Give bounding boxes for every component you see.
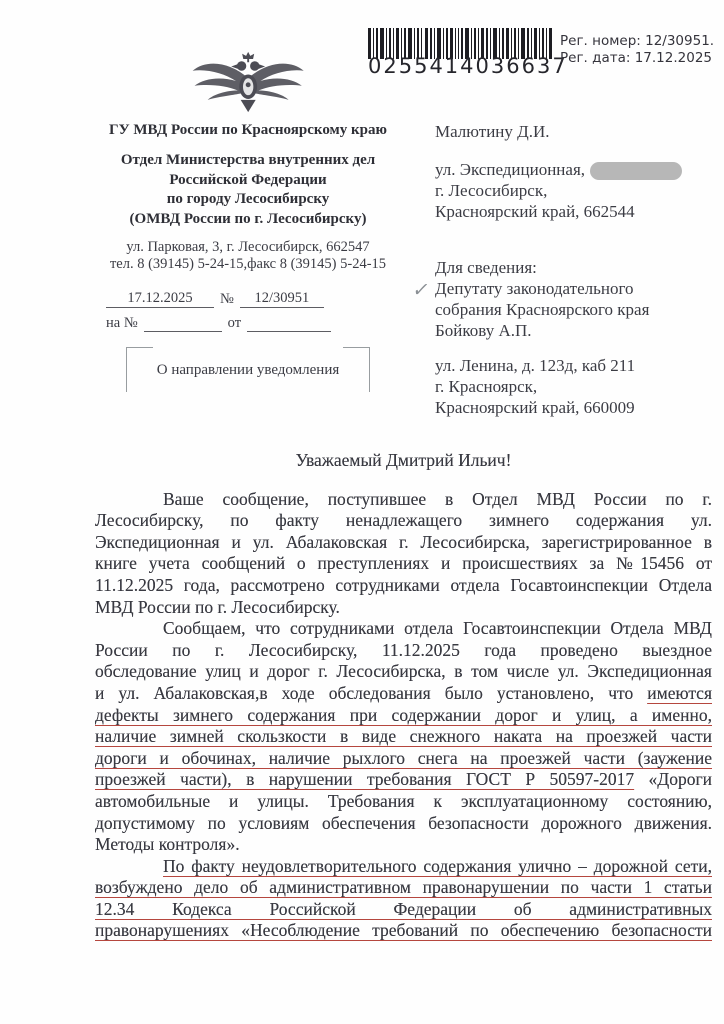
body-line [95,856,712,878]
body-line [95,683,712,705]
body-line [95,813,712,835]
fyi-recipient-line: Депутату законодательного [435,279,634,299]
body-line [95,726,712,748]
letter-subject: О направлении уведомления [156,362,340,378]
body-paragraphs [95,489,712,942]
fyi-address-line: ул. Ленина, д. 123д, каб 211 [435,356,636,376]
letterhead [98,50,398,399]
body-line [95,661,712,683]
org-phone-fax: тел. 8 (39145) 5-24-15,факс 8 (39145) 5-24-15 [109,256,387,272]
body-text: России по г. Лесосибирску, 11.12.2025 года проведено выездное [95,639,712,660]
reply-from-label: от [227,315,242,331]
body-text: и ул. Абалаковская,в ходе обследования было установлено, что [95,682,648,703]
recipient-block [410,121,720,418]
body-text: обследование улиц и дорог г. Лесосибирска, в том числе ул. Экспедиционная [95,661,712,682]
body-line [95,791,712,813]
recipient-address-line: ул. Экспедиционная, [435,159,720,180]
letter-body [95,450,712,942]
body-text: допустимому по условиям обеспечения безопасности дорожного движения. [95,812,712,833]
number-sign-label: № [220,291,234,307]
body-text: Методы контроля». [95,834,240,855]
document-number-field: 12/30951 [240,290,324,308]
red-underlined-text: дефекты зимнего содержания при содержании дорог и улиц, а именно, [95,704,712,725]
org-name-line: (ОМВД России по г. Лесосибирску) [129,210,367,227]
body-line [95,553,712,575]
body-line [95,618,712,640]
red-underlined-text: дороги и обочинах, наличие рыхлого снега на проезжей части (заужение [95,747,712,768]
body-text: Ваше сообщение, поступившее в Отдел МВД России по г. [163,488,712,509]
reply-from-date-field [247,331,331,332]
body-line [95,705,712,727]
mvd-eagle-emblem-icon [187,50,309,114]
body-line [95,769,712,791]
document-date-field: 17.12.2025 [106,290,214,308]
body-text: «Дороги [634,769,712,790]
redacted-house-number [590,162,682,180]
salutation: Уважаемый Дмитрий Ильич! [295,450,512,470]
body-line [95,510,712,532]
body-text: Экспедиционная и ул. Абалаковская г. Лесосибирска, зарегистрированное в [95,531,712,552]
body-line [95,532,712,554]
body-line [95,899,712,921]
org-name-line: Российской Федерации [169,171,327,188]
recipient-address-line: Красноярский край, 662544 [435,202,635,222]
handwritten-check-icon: ✓ [410,279,432,302]
body-line [95,748,712,770]
red-underlined-text: наличие зимней скользкости в виде снежного наката на проезжей части [95,726,712,747]
body-text: МВД России по г. Лесосибирску. [95,596,340,617]
recipient-address-line: г. Лесосибирск, [435,181,548,201]
body-text: Лесосибирску, по факту ненадлежащего зимнего содержания ул. [95,510,712,531]
recipient-name: Малютину Д.И. [435,122,550,141]
paragraph [95,856,712,942]
red-underlined-text: проезжей части), в нарушении требования ГОСТ Р 50597-2017 [95,769,635,790]
org-name-line: Отдел Министерства внутренних дел [120,152,376,168]
body-text: книге учета сообщений о преступлениях и происшествиях за №15456 от [95,553,712,574]
reg-number: Рег. номер: 12/30951. [560,33,715,49]
body-text: 11.12.2025 года, рассмотрено сотрудниками отдела Госавтоинспекции Отдела [95,574,712,595]
fyi-recipient-line: собрания Красноярского края [435,300,650,320]
reply-to-number-label: на № [106,315,138,331]
reg-date: Рег. дата: 17.12.2025 [560,50,713,66]
body-line [95,489,712,511]
paragraph [95,489,712,619]
fyi-address-line: Красноярский край, 660009 [435,398,635,418]
body-line [95,575,712,597]
barcode-digits: 0255414036637 [368,54,568,78]
parent-org-name: ГУ МВД России по Красноярскому краю [109,122,387,138]
for-information-block [410,257,720,341]
body-text: Сообщаем, что сотрудниками отдела Госавтоинспекции Отдела МВД [163,618,712,639]
body-line [95,877,712,899]
org-name-line: по городу Лесосибирску [166,191,330,207]
body-line [95,640,712,662]
body-line [95,597,712,619]
red-underlined-text: 12.34 Кодекса Российской Федерации об административных [95,898,712,919]
org-postal-address: ул. Парковая, 3, г. Лесосибирск, 662547 [126,239,370,255]
subject-bracket-frame [126,347,370,399]
paragraph [95,618,712,856]
body-line [95,920,712,942]
document-number-block [106,290,358,332]
fyi-label: Для сведения: [435,258,537,278]
body-text: автомобильные и улицы. Требования к эксплуатационному состоянию, [95,790,712,811]
red-underlined-text: По факту неудовлетворительного содержания улично – дорожной сети, [163,855,712,876]
red-underlined-text: имеются [647,682,712,703]
reply-to-number-field [144,331,222,332]
fyi-address-line: г. Красноярск, [435,377,538,397]
red-underlined-text: возбуждено дело об административном правонарушении по части 1 статьи [95,877,712,898]
red-underlined-text: правонарушениях «Несоблюдение требований по обеспечению безопасности [95,920,712,941]
fyi-recipient-line: Бойкову А.П. [435,321,532,341]
body-line [95,834,712,856]
